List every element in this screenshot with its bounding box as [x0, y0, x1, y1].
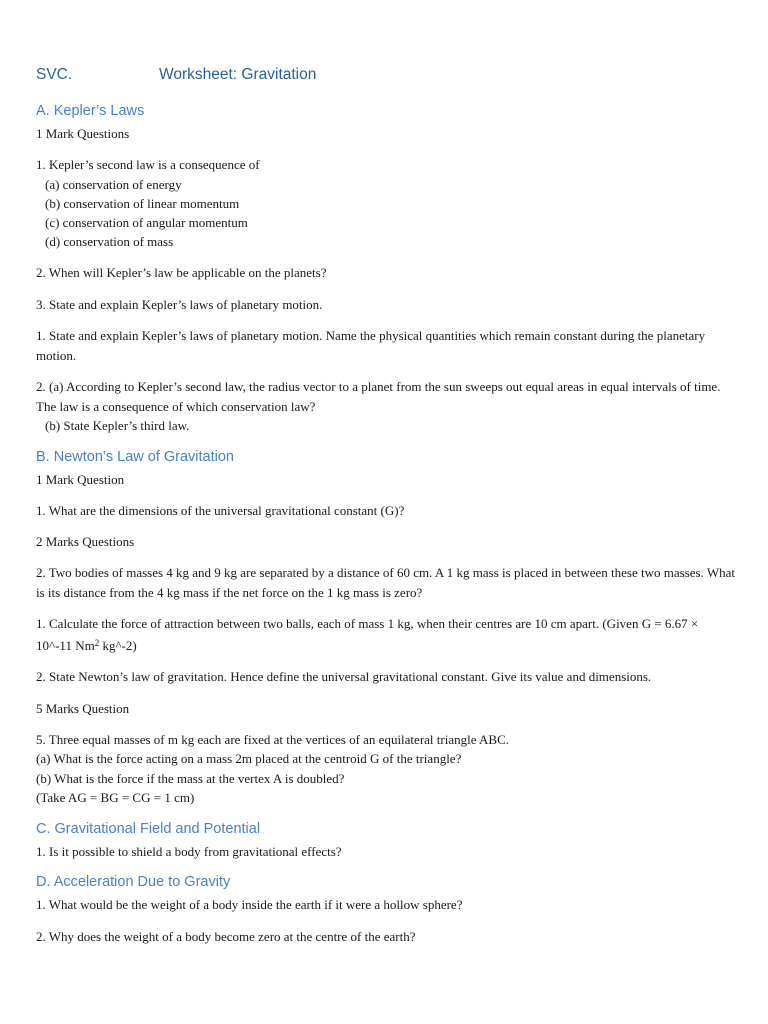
section-d [36, 873, 736, 946]
question-b3-text: 1. Calculate the force of attraction between two balls, each of mass 1 kg, when their centres are 10 cm apart. (Given G = 6.67 × 10^-11 Nm [36, 616, 699, 653]
question-d2: 2. Why does the weight of a body become zero at the centre of the earth? [36, 928, 416, 944]
section-b-2marks-label: 2 Marks Questions [36, 534, 135, 550]
question-a3: 3. State and explain Kepler’s laws of planetary motion. [36, 296, 323, 312]
question-b3 [36, 614, 736, 655]
section-b-1mark-label: 1 Mark Question [36, 471, 125, 487]
section-c [36, 820, 736, 862]
question-d1: 1. What would be the weight of a body inside the earth if it were a hollow sphere? [36, 897, 463, 913]
section-a-heading: A. Kepler’s Laws [36, 103, 145, 119]
document-header [36, 66, 736, 92]
section-b [36, 448, 736, 808]
question-a5-part-a: 2. (a) According to Kepler’s second law, the radius vector to a planet from the sun sweeps out equal areas in equal intervals of time. The law is a consequence of which conservation law? [36, 379, 721, 414]
section-c-heading: C. Gravitational Field and Potential [36, 820, 261, 837]
question-a1-options [36, 175, 736, 252]
question-a5-part-b: (b) State Kepler’s third law. [45, 418, 190, 434]
question-b1: 1. What are the dimensions of the universal gravitational constant (G)? [36, 502, 405, 518]
question-a4: 1. State and explain Kepler’s laws of planetary motion. Name the physical quantities which remain constant during the planetary motion. [36, 328, 706, 363]
question-b5-part-a: (a) What is the force acting on a mass 2m placed at the centroid G of the triangle? [36, 751, 462, 767]
question-c1: 1. Is it possible to shield a body from gravitational effects? [36, 843, 342, 859]
section-a [36, 102, 736, 436]
option-d: (d) conservation of mass [45, 234, 174, 250]
section-d-heading: D. Acceleration Due to Gravity [36, 874, 231, 891]
question-b3-text-end: kg^-2) [99, 637, 137, 653]
worksheet-title: Worksheet: Gravitation [159, 66, 317, 83]
option-b: (b) conservation of linear momentum [45, 195, 240, 211]
question-b5 [36, 730, 736, 808]
question-b3-superscript: 2 [94, 637, 100, 648]
section-b-5marks-label: 5 Marks Question [36, 700, 130, 716]
question-a2: 2. When will Kepler’s law be applicable on the planets? [36, 265, 327, 281]
section-b-heading: B. Newton’s Law of Gravitation [36, 448, 234, 465]
section-a-1mark-label: 1 Mark Questions [36, 126, 130, 141]
question-b2: 2. Two bodies of masses 4 kg and 9 kg are separated by a distance of 60 cm. A 1 kg mass is placed in between these two masses. What is its distance from the 4 kg mass if the net force on the 1 kg mass is zero? [36, 565, 736, 600]
question-b4: 2. State Newton’s law of gravitation. Hence define the universal gravitational constant. Give its value and dimensions. [36, 669, 652, 685]
question-a5 [36, 377, 736, 436]
school-name: SVC. [36, 66, 73, 83]
worksheet-page [36, 66, 736, 958]
question-b5-given: (Take AG = BG = CG = 1 cm) [36, 790, 195, 806]
question-b5-stem: 5. Three equal masses of m kg each are fixed at the vertices of an equilateral triangle ABC. [36, 731, 509, 747]
option-a: (a) conservation of energy [45, 176, 182, 192]
question-a1 [36, 155, 736, 251]
question-a1-stem: 1. Kepler’s second law is a consequence of [36, 157, 260, 172]
question-b5-part-b: (b) What is the force if the mass at the vertex A is doubled? [36, 770, 345, 786]
option-c: (c) conservation of angular momentum [45, 214, 248, 230]
